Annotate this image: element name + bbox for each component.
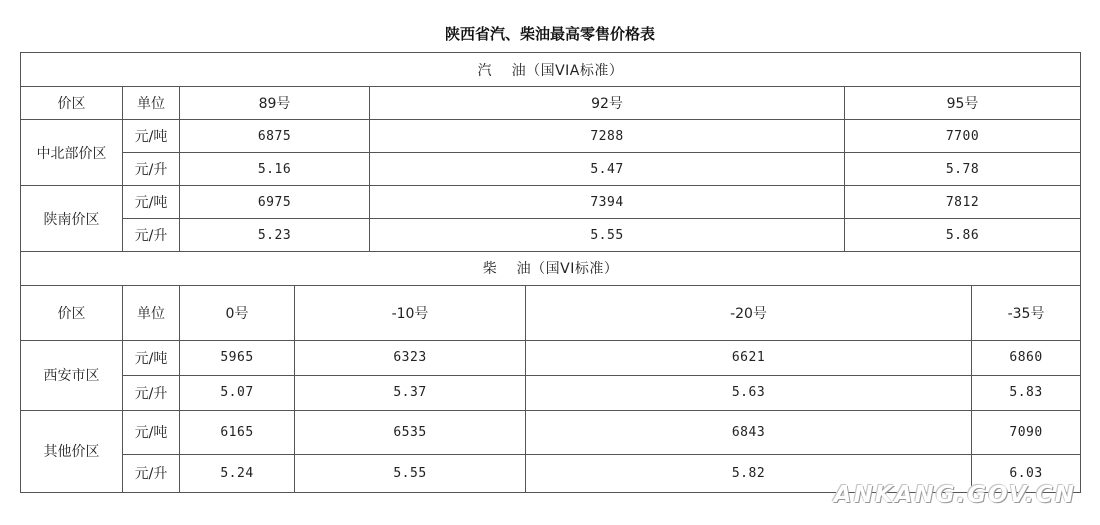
price-cell: 7288: [370, 120, 845, 153]
price-cell: 6535: [295, 410, 526, 454]
price-cell: 7394: [370, 186, 845, 219]
unit-cell: 元/吨: [123, 120, 180, 153]
header-unit: 单位: [123, 87, 180, 120]
price-cell: 5.86: [845, 219, 1081, 252]
diesel-section-header: 柴 油（国VI标准）: [21, 251, 1081, 285]
gasoline-price-table: [20, 52, 1081, 252]
price-cell: 6621: [526, 340, 972, 375]
header-price-zone: 价区: [21, 285, 123, 340]
price-cell: 5.47: [370, 153, 845, 186]
header-grade-minus-35: -35号: [972, 285, 1081, 340]
header-grade-92: 92号: [370, 87, 845, 120]
header-grade-95: 95号: [845, 87, 1081, 120]
header-grade-0: 0号: [180, 285, 295, 340]
header-unit: 单位: [123, 285, 180, 340]
price-cell: 6.03: [972, 454, 1081, 492]
price-cell: 6975: [180, 186, 370, 219]
price-cell: 5.83: [972, 375, 1081, 410]
diesel-price-table: [20, 251, 1081, 493]
price-cell: 5.82: [526, 454, 972, 492]
price-cell: 6860: [972, 340, 1081, 375]
price-cell: 6165: [180, 410, 295, 454]
site-watermark: ANKANG.GOV.CN: [833, 482, 1076, 508]
price-cell: 7700: [845, 120, 1081, 153]
price-cell: 5965: [180, 340, 295, 375]
region-north-central: 中北部价区: [21, 120, 123, 186]
unit-cell: 元/升: [123, 454, 180, 492]
unit-cell: 元/升: [123, 375, 180, 410]
price-cell: 7090: [972, 410, 1081, 454]
price-cell: 5.55: [295, 454, 526, 492]
header-grade-minus-10: -10号: [295, 285, 526, 340]
price-cell: 5.63: [526, 375, 972, 410]
header-grade-minus-20: -20号: [526, 285, 972, 340]
page-title: 陕西省汽、柴油最高零售价格表: [444, 25, 655, 43]
price-cell: 5.55: [370, 219, 845, 252]
header-grade-89: 89号: [180, 87, 370, 120]
price-cell: 5.23: [180, 219, 370, 252]
unit-cell: 元/吨: [123, 410, 180, 454]
price-cell: 5.78: [845, 153, 1081, 186]
region-south-shaanxi: 陕南价区: [21, 186, 123, 252]
price-cell: 5.37: [295, 375, 526, 410]
price-cell: 7812: [845, 186, 1081, 219]
gasoline-section-header: 汽 油（国VIA标准）: [21, 53, 1081, 87]
region-xian-city: 西安市区: [21, 340, 123, 410]
unit-cell: 元/升: [123, 219, 180, 252]
price-cell: 5.07: [180, 375, 295, 410]
header-price-zone: 价区: [21, 87, 123, 120]
unit-cell: 元/升: [123, 153, 180, 186]
price-cell: 5.24: [180, 454, 295, 492]
price-cell: 6843: [526, 410, 972, 454]
region-other-zones: 其他价区: [21, 410, 123, 492]
price-cell: 5.16: [180, 153, 370, 186]
unit-cell: 元/吨: [123, 340, 180, 375]
price-cell: 6323: [295, 340, 526, 375]
price-cell: 6875: [180, 120, 370, 153]
unit-cell: 元/吨: [123, 186, 180, 219]
